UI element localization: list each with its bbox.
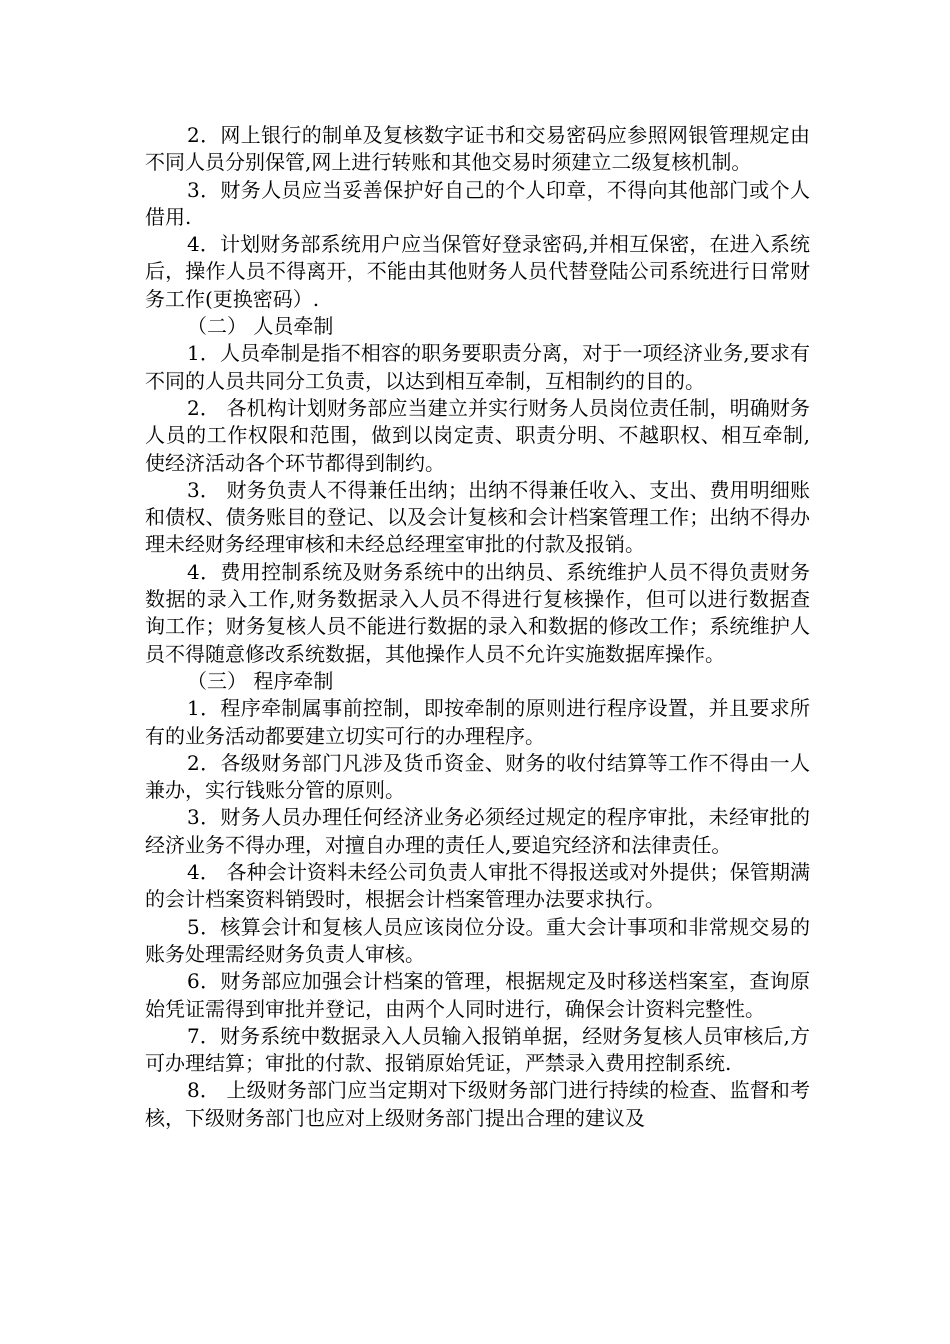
document-page <box>145 122 810 1132</box>
section-heading-personnel: （二） 人员牵制 <box>187 314 334 339</box>
paragraph-archive-management: 6．财务部应加强会计档案的管理，根据规定及时移送档案室，查询原始凭证需得到审批并登记，由两个人同时进行，确保会计资料完整性。 <box>145 969 810 1021</box>
paragraph-supervision: 8． 上级财务部门应当定期对下级财务部门进行持续的检查、监督和考核，下级财务部门也应对上级财务部门提出合理的建议及 <box>145 1078 810 1130</box>
paragraph-cashier-restriction: 3． 财务负责人不得兼任出纳；出纳不得兼任收入、支出、费用明细账和债权、债务账目的登记、以及会计复核和会计档案管理工作；出纳不得办理未经财务经理审核和未经总经理室审批的付款及报销。 <box>145 477 810 557</box>
paragraph-online-banking: 2．网上银行的制单及复核数字证书和交易密码应参照网银管理规定由不同人员分别保管,网上进行转账和其他交易时须建立二级复核机制。 <box>145 123 810 175</box>
paragraph-accounting-materials: 4． 各种会计资料未经公司负责人审批不得报送或对外提供；保管期满的会计档案资料销毁时，根据会计档案管理办法要求执行。 <box>145 860 810 912</box>
paragraph-system-password: 4．计划财务部系统用户应当保管好登录密码,并相互保密，在进入系统后，操作人员不得离开，不能由其他财务人员代替登陆公司系统进行日常财务工作(更换密码）. <box>145 232 810 311</box>
paragraph-approval-required: 3．财务人员办理任何经济业务必须经过规定的程序审批，未经审批的经济业务不得办理，对擅自办理的责任人,要追究经济和法律责任。 <box>145 805 810 857</box>
paragraph-separation-cash-accounts: 2．各级财务部门凡涉及货币资金、财务的收付结算等工作不得由一人兼办，实行钱账分管的原则。 <box>145 750 810 803</box>
paragraph-system-roles: 4．费用控制系统及财务系统中的出纳员、系统维护人员不得负责财务数据的录入工作,财务数据录入人员不得进行复核操作，但可以进行数据查询工作；财务复核人员不能进行数据的录入和数据的修改工作；系统维护人员不得随意修改系统数据，其他操作人员不允许实施数据库操作。 <box>145 559 810 666</box>
section-heading-procedure: （三） 程序牵制 <box>187 668 334 693</box>
paragraph-post-responsibility: 2． 各机构计划财务部应当建立并实行财务人员岗位责任制，明确财务人员的工作权限和范围，做到以岗定责、职责分明、不越职权、相互牵制,使经济活动各个环节都得到制约。 <box>145 395 810 475</box>
paragraph-procedure-definition: 1．程序牵制属事前控制，即按牵制的原则进行程序设置，并且要求所有的业务活动都要建立切实可行的办理程序。 <box>145 696 810 748</box>
paragraph-accounting-review: 5．核算会计和复核人员应该岗位分设。重大会计事项和非常规交易的账务处理需经财务负责人审核。 <box>145 914 810 966</box>
paragraph-personnel-definition: 1．人员牵制是指不相容的职务要职责分离，对于一项经济业务,要求有不同的人员共同分工负责，以达到相互牵制，互相制约的目的。 <box>145 341 810 393</box>
paragraph-reimbursement-entry: 7．财务系统中数据录入人员输入报销单据，经财务复核人员审核后,方可办理结算；审批的付款、报销原始凭证，严禁录入费用控制系统. <box>145 1023 810 1076</box>
paragraph-personal-seal: 3．财务人员应当妥善保护好自己的个人印章，不得向其他部门或个人借用. <box>145 177 810 229</box>
